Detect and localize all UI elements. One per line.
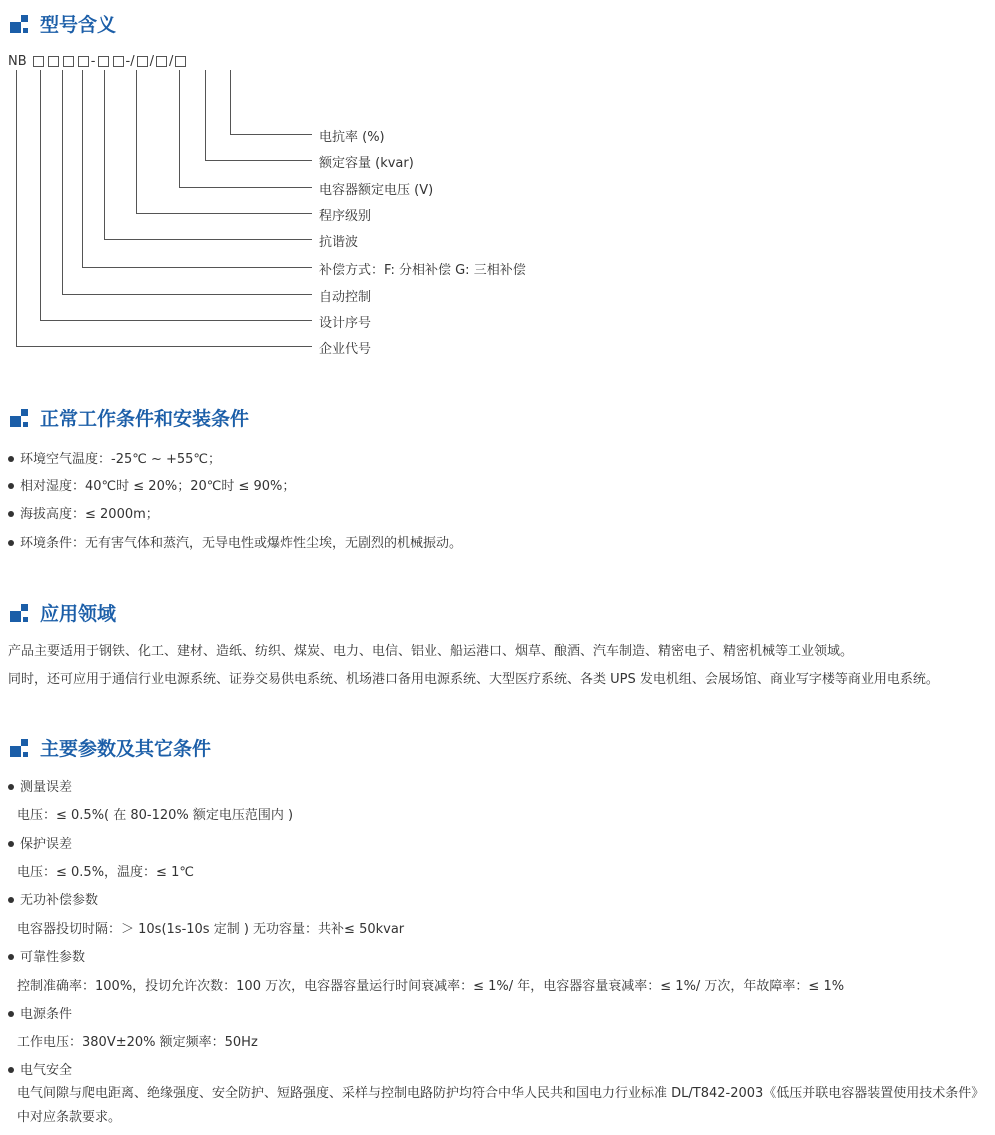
legend-item: 电容器额定电压 (V) xyxy=(319,183,434,198)
code-separator: / xyxy=(168,54,174,69)
param-text: 工作电压：380V±20% 额定频率：50Hz xyxy=(17,1035,258,1050)
param-heading xyxy=(8,776,72,795)
param-text: 电气间隙与爬电距离、绝缘强度、安全防护、短路强度、采样与控制电路防护均符合中华人民共和国电力行业标准 DL/T842-2003《低压并联电容器装置使用技术条件》中对应条款要求。 xyxy=(17,1086,985,1125)
param-heading xyxy=(8,1003,72,1022)
code-box-icon xyxy=(78,56,89,67)
condition-item xyxy=(8,475,295,494)
bullet-dot-icon xyxy=(8,456,14,462)
param-heading-text: 可靠性参数 xyxy=(20,950,86,965)
condition-text: 相对湿度：40℃时 ≤ 20%；20℃时 ≤ 90%； xyxy=(20,479,296,494)
param-heading-text: 测量误差 xyxy=(20,780,73,795)
condition-text: 环境条件：无有害气体和蒸汽，无导电性或爆炸性尘埃，无剧烈的机械振动。 xyxy=(20,536,463,551)
condition-item xyxy=(8,448,221,467)
param-heading xyxy=(8,1059,72,1078)
section-title-params xyxy=(10,734,211,760)
bracket-line xyxy=(231,70,313,135)
section-title-application xyxy=(10,599,116,625)
square-bullet-icon xyxy=(10,13,30,33)
legend-item: 程序级别 xyxy=(319,209,372,224)
condition-text: 环境空气温度：-25℃ ~ +55℃； xyxy=(20,452,222,467)
section-title-model xyxy=(10,10,116,36)
param-text: 电压：≤ 0.5%，温度：≤ 1℃ xyxy=(17,865,194,880)
section-title-text: 主要参数及其它条件 xyxy=(40,737,212,760)
condition-text: 海拔高度：≤ 2000m； xyxy=(20,507,159,522)
bullet-dot-icon xyxy=(8,784,14,790)
bullet-dot-icon xyxy=(8,897,14,903)
param-text: 控制准确率：100%，投切允许次数：100 万次，电容器容量运行时间衰减率：≤ 1%/ 年，电容器容量衰减率：≤ 1%/ 万次，年故障率：≤ 1% xyxy=(17,979,845,994)
legend-item: 额定容量 (kvar) xyxy=(319,156,414,171)
code-box-icon xyxy=(113,56,124,67)
param-heading xyxy=(8,833,72,852)
bracket-line xyxy=(41,70,313,321)
bracket-line xyxy=(180,70,313,188)
square-bullet-icon xyxy=(10,407,30,427)
model-prefix: NB xyxy=(8,54,27,69)
bracket-line xyxy=(206,70,313,161)
code-box-icon xyxy=(48,56,59,67)
bullet-dot-icon xyxy=(8,540,14,546)
param-heading-text: 电源条件 xyxy=(20,1007,73,1022)
section-title-text: 正常工作条件和安装条件 xyxy=(40,407,250,430)
param-heading xyxy=(8,946,85,965)
square-bullet-icon xyxy=(10,602,30,622)
code-box-icon xyxy=(63,56,74,67)
section-title-text: 型号含义 xyxy=(40,13,117,36)
param-heading-text: 电气安全 xyxy=(20,1063,73,1078)
code-separator: - xyxy=(90,54,96,69)
param-text: 电容器投切时隔：＞ 10s(1s-10s 定制 ) 无功容量：共补≤ 50kvar xyxy=(17,922,405,937)
bracket-line xyxy=(17,70,313,347)
square-bullet-icon xyxy=(10,737,30,757)
section-title-text: 应用领域 xyxy=(40,602,117,625)
legend-item: 自动控制 xyxy=(319,290,372,305)
param-text: 电压：≤ 0.5%( 在 80-120% 额定电压范围内 ) xyxy=(17,808,294,823)
bullet-dot-icon xyxy=(8,841,14,847)
condition-item xyxy=(8,532,462,551)
bullet-dot-icon xyxy=(8,483,14,489)
param-heading-text: 无功补偿参数 xyxy=(20,893,99,908)
legend-item: 企业代号 xyxy=(319,342,372,357)
param-heading xyxy=(8,889,98,908)
code-box-icon xyxy=(33,56,44,67)
code-separator: -/ xyxy=(125,54,135,69)
bullet-dot-icon xyxy=(8,511,14,517)
bracket-line xyxy=(63,70,313,295)
code-separator: / xyxy=(149,54,154,69)
bullet-dot-icon xyxy=(8,954,14,960)
code-box-icon xyxy=(98,56,109,67)
code-box-icon xyxy=(156,56,167,67)
legend-item: 补偿方式：F: 分相补偿 G: 三相补偿 xyxy=(319,263,526,278)
code-box-icon xyxy=(175,56,186,67)
application-paragraph: 产品主要适用于钢铁、化工、建材、造纸、纺织、煤炭、电力、电信、铝业、船运港口、烟草、酿酒、汽车制造、精密电子、精密机械等工业领域。 xyxy=(8,644,854,659)
bracket-line xyxy=(137,70,313,214)
section-title-conditions xyxy=(10,404,249,430)
code-box-icon xyxy=(137,56,148,67)
bracket-line xyxy=(83,70,313,268)
condition-item xyxy=(8,503,159,522)
legend-item: 电抗率 (%) xyxy=(319,130,385,145)
param-heading-text: 保护误差 xyxy=(20,837,73,852)
bullet-dot-icon xyxy=(8,1011,14,1017)
bracket-line xyxy=(105,70,313,240)
bullet-dot-icon xyxy=(8,1067,14,1073)
application-paragraph: 同时，还可应用于通信行业电源系统、证券交易供电系统、机场港口备用电源系统、大型医疗系统、各类 UPS 发电机组、会展场馆、商业写字楼等商业用电系统。 xyxy=(8,672,939,687)
legend-item: 抗谐波 xyxy=(319,235,359,250)
model-code xyxy=(8,54,188,69)
legend-item: 设计序号 xyxy=(319,316,372,331)
